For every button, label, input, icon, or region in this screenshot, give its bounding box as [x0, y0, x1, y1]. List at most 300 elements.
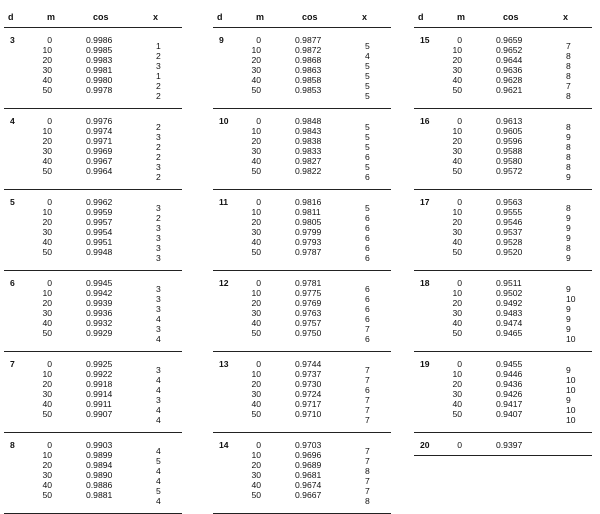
cos-value: 0.9903: [86, 440, 113, 450]
cos-value: 0.9911: [86, 399, 112, 409]
difference-value: 2: [156, 81, 161, 91]
cos-value: 0.9838: [295, 136, 322, 146]
cos-value: 0.9969: [86, 146, 113, 156]
degree-group: [4, 109, 182, 190]
minutes-value: 0: [256, 440, 261, 450]
cos-value: 0.9981: [86, 65, 113, 75]
table-column-1: [4, 5, 182, 514]
minutes-value: 10: [452, 45, 462, 55]
cos-value: 0.9890: [86, 470, 113, 480]
minutes-value: 40: [452, 237, 462, 247]
difference-value: 6: [365, 334, 370, 344]
degree-group: [4, 271, 182, 352]
minutes-value: 10: [452, 288, 462, 298]
difference-value: 9: [566, 314, 571, 324]
degree-value: 13: [219, 359, 229, 369]
difference-value: 10: [566, 334, 576, 344]
difference-value: 7: [365, 365, 370, 375]
minutes-value: 30: [251, 227, 261, 237]
header-x: x: [563, 12, 569, 22]
minutes-value: 40: [42, 399, 52, 409]
degree-group: [213, 190, 391, 271]
minutes-value: 10: [452, 207, 462, 217]
cos-value: 0.9936: [86, 308, 113, 318]
cos-value: 0.9483: [496, 308, 523, 318]
cos-value: 0.9899: [86, 450, 113, 460]
header-m: m: [256, 12, 265, 22]
cos-value: 0.9863: [295, 65, 322, 75]
header-x: x: [153, 12, 159, 22]
cos-value: 0.9793: [295, 237, 322, 247]
difference-value: 8: [566, 71, 571, 81]
difference-value: 3: [156, 324, 161, 334]
minutes-value: 40: [42, 480, 52, 490]
degree-value: 15: [420, 35, 430, 45]
cos-value: 0.9918: [86, 379, 113, 389]
difference-value: 2: [156, 142, 161, 152]
header-d: d: [217, 12, 223, 22]
cos-value: 0.9787: [295, 247, 322, 257]
minutes-value: 20: [42, 217, 52, 227]
degree-group: [4, 190, 182, 271]
minutes-value: 10: [251, 369, 261, 379]
degree-value: 16: [420, 116, 430, 126]
difference-value: 3: [156, 253, 161, 263]
cos-value: 0.9628: [496, 75, 523, 85]
degree-value: 4: [10, 116, 15, 126]
cos-value: 0.9644: [496, 55, 523, 65]
difference-value: 4: [156, 496, 161, 506]
degree-group: [213, 28, 391, 109]
difference-value: 10: [566, 375, 576, 385]
difference-value: 10: [566, 415, 576, 425]
minutes-value: 40: [251, 237, 261, 247]
cos-value: 0.9822: [295, 166, 322, 176]
minutes-value: 50: [251, 328, 261, 338]
cos-value: 0.9986: [86, 35, 113, 45]
minutes-value: 30: [452, 65, 462, 75]
difference-value: 2: [156, 122, 161, 132]
degree-group: [213, 352, 391, 433]
minutes-value: 0: [47, 35, 52, 45]
table-column-2: [213, 5, 391, 514]
cos-value: 0.9848: [295, 116, 322, 126]
cos-value: 0.9805: [295, 217, 322, 227]
header-cos: cos: [503, 12, 519, 22]
cos-value: 0.9843: [295, 126, 322, 136]
cos-value: 0.9397: [496, 440, 523, 450]
minutes-value: 30: [251, 470, 261, 480]
difference-value: 5: [156, 456, 161, 466]
minutes-value: 20: [251, 217, 261, 227]
minutes-value: 10: [251, 288, 261, 298]
difference-value: 7: [365, 395, 370, 405]
difference-value: 6: [365, 172, 370, 182]
cos-value: 0.9659: [496, 35, 523, 45]
minutes-value: 0: [47, 278, 52, 288]
difference-value: 8: [566, 162, 571, 172]
degree-group: [414, 28, 592, 109]
cos-value: 0.9811: [295, 207, 321, 217]
cos-value: 0.9962: [86, 197, 113, 207]
degree-value: 14: [219, 440, 229, 450]
cos-value: 0.9957: [86, 217, 113, 227]
minutes-value: 30: [452, 227, 462, 237]
minutes-value: 50: [42, 328, 52, 338]
degree-value: 12: [219, 278, 229, 288]
cos-value: 0.9744: [295, 359, 322, 369]
minutes-value: 50: [42, 85, 52, 95]
degree-group: [213, 109, 391, 190]
minutes-value: 50: [251, 490, 261, 500]
difference-value: 4: [156, 314, 161, 324]
minutes-value: 40: [452, 399, 462, 409]
minutes-value: 30: [42, 308, 52, 318]
degree-value: 18: [420, 278, 430, 288]
cos-value: 0.9983: [86, 55, 113, 65]
header-d: d: [8, 12, 14, 22]
minutes-value: 0: [457, 359, 462, 369]
difference-value: 3: [156, 233, 161, 243]
minutes-value: 20: [251, 55, 261, 65]
difference-value: 4: [156, 375, 161, 385]
minutes-value: 30: [452, 146, 462, 156]
minutes-value: 10: [251, 45, 261, 55]
difference-value: 10: [566, 294, 576, 304]
cos-value: 0.9596: [496, 136, 523, 146]
minutes-value: 0: [457, 440, 462, 450]
minutes-value: 0: [256, 359, 261, 369]
cos-value: 0.9555: [496, 207, 523, 217]
minutes-value: 20: [452, 379, 462, 389]
minutes-value: 10: [42, 126, 52, 136]
difference-value: 10: [566, 385, 576, 395]
minutes-value: 0: [47, 197, 52, 207]
cos-value: 0.9528: [496, 237, 523, 247]
difference-value: 2: [156, 152, 161, 162]
cos-value: 0.9942: [86, 288, 113, 298]
minutes-value: 0: [47, 359, 52, 369]
cos-value: 0.9974: [86, 126, 113, 136]
header-m: m: [47, 12, 56, 22]
difference-value: 9: [566, 324, 571, 334]
difference-value: 9: [566, 233, 571, 243]
degree-group: [414, 352, 592, 433]
minutes-value: 20: [452, 298, 462, 308]
minutes-value: 0: [457, 278, 462, 288]
cos-value: 0.9925: [86, 359, 113, 369]
cos-value: 0.9914: [86, 389, 113, 399]
degree-group: [4, 433, 182, 514]
minutes-value: 50: [251, 409, 261, 419]
cos-value: 0.9724: [295, 389, 322, 399]
cos-value: 0.9781: [295, 278, 322, 288]
difference-value: 9: [566, 172, 571, 182]
minutes-value: 20: [452, 136, 462, 146]
cos-value: 0.9710: [295, 409, 322, 419]
cos-value: 0.9492: [496, 298, 523, 308]
degree-group: [414, 433, 592, 456]
degree-value: 9: [219, 35, 224, 45]
minutes-value: 10: [251, 126, 261, 136]
difference-value: 4: [156, 466, 161, 476]
minutes-value: 20: [42, 136, 52, 146]
cos-value: 0.9816: [295, 197, 322, 207]
cos-value: 0.9474: [496, 318, 523, 328]
difference-value: 7: [365, 446, 370, 456]
minutes-value: 10: [251, 450, 261, 460]
cos-value: 0.9674: [295, 480, 322, 490]
cos-value: 0.9537: [496, 227, 523, 237]
minutes-value: 40: [452, 75, 462, 85]
cos-value: 0.9971: [86, 136, 113, 146]
cos-value: 0.9951: [86, 237, 113, 247]
cos-value: 0.9858: [295, 75, 322, 85]
minutes-value: 30: [251, 65, 261, 75]
minutes-value: 40: [452, 156, 462, 166]
difference-value: 7: [365, 486, 370, 496]
degree-value: 7: [10, 359, 15, 369]
table-header: [4, 5, 182, 28]
difference-value: 3: [156, 304, 161, 314]
cos-value: 0.9853: [295, 85, 322, 95]
cos-value: 0.9877: [295, 35, 322, 45]
degree-value: 8: [10, 440, 15, 450]
cos-value: 0.9636: [496, 65, 523, 75]
cos-value: 0.9520: [496, 247, 523, 257]
difference-value: 5: [365, 41, 370, 51]
cos-value: 0.9426: [496, 389, 523, 399]
difference-value: 4: [156, 334, 161, 344]
header-d: d: [418, 12, 424, 22]
cos-value: 0.9546: [496, 217, 523, 227]
difference-value: 6: [365, 385, 370, 395]
degree-group: [4, 28, 182, 109]
minutes-value: 50: [452, 328, 462, 338]
difference-value: 9: [566, 304, 571, 314]
cos-value: 0.9502: [496, 288, 523, 298]
difference-value: 7: [365, 476, 370, 486]
cos-value: 0.9750: [295, 328, 322, 338]
cos-value: 0.9922: [86, 369, 113, 379]
difference-value: 6: [365, 294, 370, 304]
degree-group: [213, 271, 391, 352]
cos-value: 0.9717: [295, 399, 322, 409]
difference-value: 8: [566, 243, 571, 253]
cos-value: 0.9872: [295, 45, 322, 55]
difference-value: 8: [566, 91, 571, 101]
minutes-value: 0: [457, 197, 462, 207]
cos-value: 0.9605: [496, 126, 523, 136]
minutes-value: 30: [42, 470, 52, 480]
difference-value: 5: [365, 122, 370, 132]
degree-group: [414, 109, 592, 190]
minutes-value: 0: [47, 440, 52, 450]
difference-value: 3: [156, 223, 161, 233]
difference-value: 6: [365, 233, 370, 243]
difference-value: 9: [566, 395, 571, 405]
difference-value: 3: [156, 294, 161, 304]
minutes-value: 10: [42, 207, 52, 217]
minutes-value: 20: [42, 55, 52, 65]
cos-value: 0.9868: [295, 55, 322, 65]
header-cos: cos: [93, 12, 109, 22]
minutes-value: 30: [251, 389, 261, 399]
difference-value: 8: [365, 496, 370, 506]
difference-value: 6: [365, 213, 370, 223]
minutes-value: 50: [42, 490, 52, 500]
cos-value: 0.9572: [496, 166, 523, 176]
minutes-value: 30: [452, 389, 462, 399]
minutes-value: 40: [42, 75, 52, 85]
minutes-value: 50: [452, 85, 462, 95]
minutes-value: 10: [42, 450, 52, 460]
minutes-value: 40: [251, 318, 261, 328]
difference-value: 9: [566, 365, 571, 375]
minutes-value: 50: [251, 166, 261, 176]
cos-value: 0.9621: [496, 85, 523, 95]
difference-value: 3: [156, 132, 161, 142]
minutes-value: 30: [251, 146, 261, 156]
cos-value: 0.9894: [86, 460, 113, 470]
difference-value: 8: [566, 152, 571, 162]
cos-value: 0.9932: [86, 318, 113, 328]
difference-value: 6: [365, 152, 370, 162]
difference-value: 5: [156, 486, 161, 496]
table-header: [414, 5, 592, 28]
difference-value: 3: [156, 284, 161, 294]
difference-value: 7: [365, 375, 370, 385]
difference-value: 4: [156, 385, 161, 395]
table-column-3: [414, 5, 592, 456]
minutes-value: 10: [42, 45, 52, 55]
difference-value: 5: [365, 91, 370, 101]
minutes-value: 20: [251, 298, 261, 308]
difference-value: 4: [156, 476, 161, 486]
cos-value: 0.9465: [496, 328, 523, 338]
difference-value: 7: [365, 415, 370, 425]
minutes-value: 40: [452, 318, 462, 328]
degree-value: 11: [219, 197, 229, 207]
difference-value: 5: [365, 203, 370, 213]
difference-value: 7: [365, 456, 370, 466]
cos-value: 0.9757: [295, 318, 322, 328]
cos-value: 0.9964: [86, 166, 113, 176]
minutes-value: 20: [251, 136, 261, 146]
difference-value: 4: [156, 446, 161, 456]
degree-value: 5: [10, 197, 15, 207]
difference-value: 6: [365, 304, 370, 314]
degree-value: 20: [420, 440, 430, 450]
difference-value: 5: [365, 71, 370, 81]
cos-value: 0.9652: [496, 45, 523, 55]
minutes-value: 20: [42, 460, 52, 470]
degree-group: [213, 433, 391, 514]
minutes-value: 50: [452, 409, 462, 419]
cos-value: 0.9929: [86, 328, 113, 338]
degree-value: 10: [219, 116, 229, 126]
table-header: [213, 5, 391, 28]
difference-value: 7: [365, 405, 370, 415]
minutes-value: 20: [251, 460, 261, 470]
minutes-value: 0: [256, 116, 261, 126]
minutes-value: 40: [42, 156, 52, 166]
difference-value: 6: [365, 243, 370, 253]
difference-value: 2: [156, 213, 161, 223]
cos-value: 0.9945: [86, 278, 113, 288]
minutes-value: 50: [42, 247, 52, 257]
cos-value: 0.9948: [86, 247, 113, 257]
difference-value: 3: [156, 162, 161, 172]
difference-value: 1: [156, 71, 161, 81]
cos-value: 0.9939: [86, 298, 113, 308]
difference-value: 6: [365, 314, 370, 324]
cos-value: 0.9696: [295, 450, 322, 460]
difference-value: 5: [365, 162, 370, 172]
minutes-value: 50: [42, 166, 52, 176]
minutes-value: 0: [47, 116, 52, 126]
difference-value: 2: [156, 91, 161, 101]
cos-value: 0.9455: [496, 359, 523, 369]
minutes-value: 40: [251, 75, 261, 85]
cos-value: 0.9985: [86, 45, 113, 55]
difference-value: 6: [365, 223, 370, 233]
cos-value: 0.9976: [86, 116, 113, 126]
difference-value: 8: [566, 142, 571, 152]
minutes-value: 50: [42, 409, 52, 419]
difference-value: 5: [365, 81, 370, 91]
cos-value: 0.9446: [496, 369, 523, 379]
difference-value: 5: [365, 132, 370, 142]
cos-value: 0.9827: [295, 156, 322, 166]
minutes-value: 0: [256, 197, 261, 207]
minutes-value: 10: [251, 207, 261, 217]
minutes-value: 30: [251, 308, 261, 318]
minutes-value: 50: [452, 247, 462, 257]
difference-value: 8: [365, 466, 370, 476]
header-m: m: [457, 12, 466, 22]
cos-value: 0.9763: [295, 308, 322, 318]
degree-value: 19: [420, 359, 430, 369]
difference-value: 3: [156, 203, 161, 213]
cos-value: 0.9980: [86, 75, 113, 85]
cos-value: 0.9563: [496, 197, 523, 207]
cos-value: 0.9580: [496, 156, 523, 166]
difference-value: 8: [566, 203, 571, 213]
minutes-value: 0: [256, 35, 261, 45]
difference-value: 1: [156, 41, 161, 51]
cos-value: 0.9417: [496, 399, 523, 409]
cos-value: 0.9613: [496, 116, 523, 126]
difference-value: 7: [566, 41, 571, 51]
minutes-value: 30: [42, 146, 52, 156]
cos-value: 0.9907: [86, 409, 113, 419]
minutes-value: 40: [251, 480, 261, 490]
difference-value: 5: [365, 61, 370, 71]
difference-value: 2: [156, 172, 161, 182]
cos-value: 0.9689: [295, 460, 322, 470]
cos-value: 0.9681: [295, 470, 322, 480]
minutes-value: 0: [457, 116, 462, 126]
cos-value: 0.9588: [496, 146, 523, 156]
difference-value: 6: [365, 253, 370, 263]
cos-value: 0.9775: [295, 288, 322, 298]
minutes-value: 10: [42, 288, 52, 298]
cos-value: 0.9799: [295, 227, 322, 237]
cos-value: 0.9703: [295, 440, 322, 450]
minutes-value: 40: [251, 156, 261, 166]
difference-value: 8: [566, 122, 571, 132]
